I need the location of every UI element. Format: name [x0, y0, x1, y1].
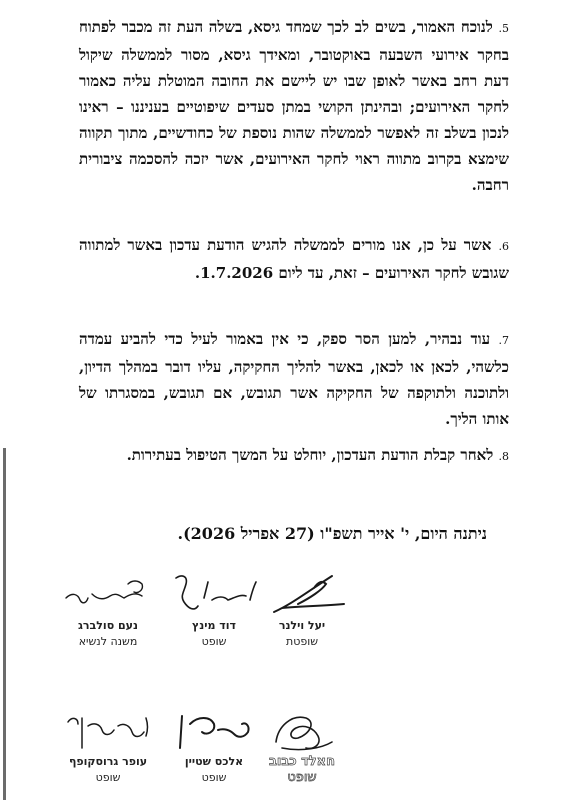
signature-image — [252, 568, 352, 618]
judge-name: אלכס שטיין — [184, 755, 244, 768]
date-line: ניתנה היום, י' אייר תשפ"ו (27 אפריל 2026). — [177, 524, 487, 543]
judge-signature-block — [164, 568, 264, 650]
judge-signature-block — [58, 568, 158, 650]
signature-image — [58, 704, 158, 754]
signature-image — [252, 704, 352, 754]
judge-signature-block — [252, 704, 352, 786]
paragraph-text: אשר על כן, אנו מורים לממשלה להגיש הודעת עדכון באשר למתווה שגובש לחקר האירועים – זאת, עד ליום 1.7.2026. — [79, 236, 509, 282]
paragraph-text: עוד נבהיר, למען הסר ספק, כי אין באמור לעיל כדי להביע עמדה כלשהי, לכאן או לכאן, באשר להליך החקיקה, עליו דובר במהלך הדיון, ולתוכנה ולתוקפה של החקיקה אשר תגובש, אם תגובש, במסגרתו של אותו הליך. — [79, 330, 509, 428]
judge-signature-block — [58, 704, 158, 786]
judge-role: שופט — [201, 771, 227, 784]
paragraph-text: לאחר קבלת הודעת העדכון, יוחלט על המשך הטיפול בעתירות. — [126, 446, 494, 464]
judge-name: חאלד כבוב — [268, 754, 336, 769]
signature-image — [58, 568, 158, 618]
judge-role: שופט — [201, 635, 227, 648]
paragraph-number: 7. — [498, 334, 509, 347]
judge-name: נעם סולברג — [78, 619, 138, 632]
signature-image — [164, 704, 264, 754]
judge-role: שופטת — [285, 635, 319, 648]
judge-signature-block — [252, 568, 352, 650]
paragraph-8 — [79, 442, 509, 470]
paragraph-6 — [79, 232, 509, 286]
scroll-edge-line — [3, 448, 6, 800]
paragraph-number: 6. — [498, 240, 509, 253]
judge-name: דוד מינץ — [192, 619, 236, 632]
paragraph-5 — [79, 14, 509, 198]
paragraph-number: 8. — [498, 450, 509, 463]
judge-role: שופט — [95, 771, 121, 784]
signature-image — [164, 568, 264, 618]
judge-signature-block — [164, 704, 264, 786]
judge-name: יעל וילנר — [278, 619, 326, 632]
judge-name: עופר גרוסקופף — [68, 755, 148, 768]
paragraph-text: לנוכח האמור, בשים לב לכך שמחד גיסא, בשלה העת זה מכבר לפתוח בחקר אירועי השבעה באוקטובר, ומאידך גיסא, מסור לממשלה שיקול דעת רחב באשר לאופן שבו יש ליישם את החובה המוטלת עליה כאמור לחקר האירועים; ובהינתן הקושי במתן סעדים שיפוטיים בעניננו – ראינו לנכון בשלב זה לאפשר לממשלה שהות נוספת של כחודשיים, מתוך תקווה שימצא בקרוב מתווה ראוי לחקר האירועים, אשר יזכה להסכמה ציבורית רחבה. — [79, 18, 509, 194]
paragraph-7 — [79, 326, 509, 432]
judge-role: משנה לנשיא — [78, 635, 138, 648]
paragraph-number: 5. — [498, 22, 509, 35]
judge-role: שופט — [287, 770, 317, 785]
